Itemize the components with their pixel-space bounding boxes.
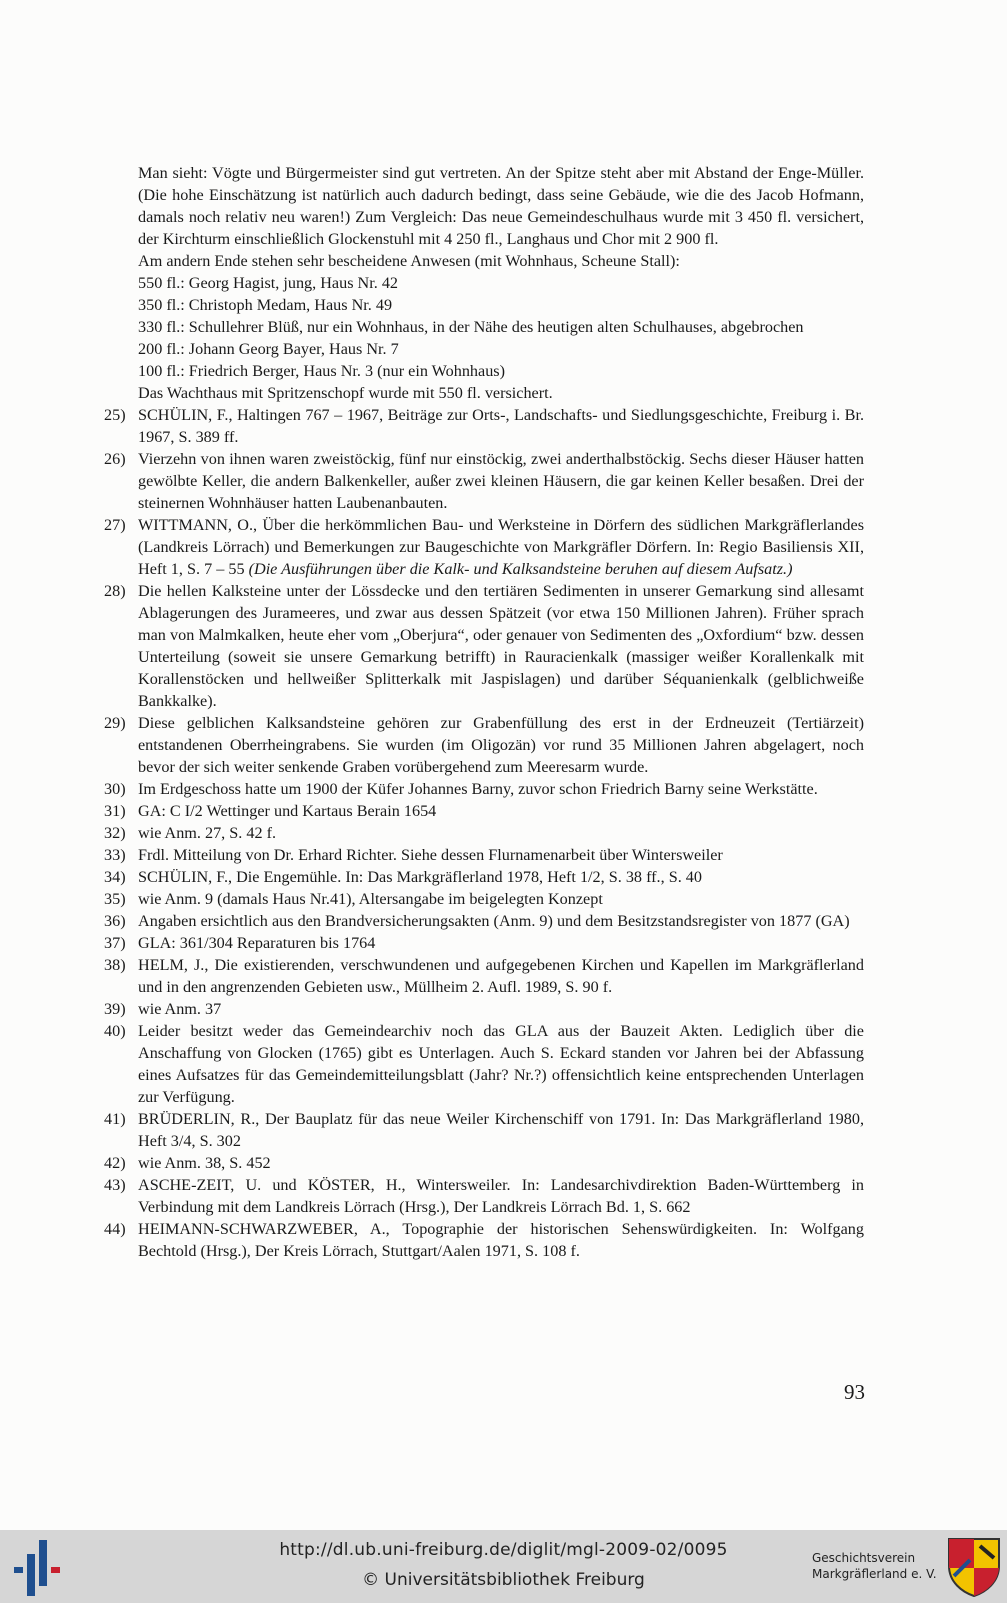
footnote-number: 33) (104, 846, 126, 864)
footnote (104, 1152, 864, 1174)
footnote-text: Angaben ersichtlich aus den Brandversicherungsakten (Anm. 9) und dem Besitzstandsregister von 1877 (GA) (138, 912, 850, 930)
footnote-number: 28) (104, 582, 126, 600)
footnote-italic-text: (Die Ausführungen über die Kalk- und Kalksandsteine beruhen auf diesem Aufsatz.) (248, 560, 793, 578)
page-number: 93 (844, 1380, 865, 1404)
footnote (104, 1020, 864, 1108)
footnote-number: 37) (104, 934, 126, 952)
footnote-text: wie Anm. 27, S. 42 f. (138, 824, 277, 842)
society-name-line1: Geschichtsverein (812, 1551, 916, 1565)
intro-line: 350 fl.: Christoph Medam, Haus Nr. 49 (138, 296, 393, 314)
footnote (104, 1108, 864, 1152)
footnote-text: wie Anm. 37 (138, 1000, 222, 1018)
footnote-number: 38) (104, 956, 126, 974)
intro-paragraph: Man sieht: Vögte und Bürgermeister sind gut vertreten. An der Spitze steht aber mit Abstand der Enge-Müller. (Die hohe Einschätzung ist natürlich auch dadurch bedingt, dass seine Gebäude, wie die des Jacob Hofmann, damals noch relativ neu waren!) Zum Vergleich: Das neue Gemeindeschulhaus wurde mit 3 450 fl. versichert, der Kirchturm einschließlich Glockenstuhl mit 4 250 fl., Langhaus und Chor mit 2 900 fl. (138, 164, 864, 248)
footnote-number: 43) (104, 1176, 126, 1194)
footnote-text: Diese gelblichen Kalksandsteine gehören zur Grabenfüllung des erst in der Erdneuzeit (Tertiärzeit) entstandenen Oberrheingrabens. Sie wurden (im Oligozän) vor rund 35 Millionen Jahren abgelagert, noch bevor der sich weiter senkende Graben vorübergehend zum Meeresarm wurde. (138, 714, 864, 776)
footnote-number: 32) (104, 824, 126, 842)
footnote-text: wie Anm. 38, S. 452 (138, 1154, 271, 1172)
intro-line: Am andern Ende stehen sehr bescheidene Anwesen (mit Wohnhaus, Scheune Stall): (138, 252, 680, 270)
footnote-text: Im Erdgeschoss hatte um 1900 der Küfer Johannes Barny, zuvor schon Friedrich Barny seine Werkstätte. (138, 780, 818, 798)
footnote (104, 712, 864, 778)
footnote-number: 30) (104, 780, 126, 798)
footnote (104, 888, 864, 910)
footnote-text: HELM, J., Die existierenden, verschwundenen und aufgegebenen Kirchen und Kapellen im Markgräflerland und in den angrenzenden Gebieten usw., Müllheim 2. Aufl. 1989, S. 90 f. (138, 956, 864, 996)
footnote (104, 404, 864, 448)
footnote (104, 998, 864, 1020)
footnote-text: HEIMANN-SCHWARZWEBER, A., Topographie der historischen Sehenswürdigkeiten. In: Wolfgang Bechtold (Hrsg.), Der Kreis Lörrach, Stuttgart/Aalen 1971, S. 108 f. (138, 1220, 864, 1260)
footnote-text: SCHÜLIN, F., Die Engemühle. In: Das Markgräflerland 1978, Heft 1/2, S. 38 ff., S. 40 (138, 868, 702, 886)
footnote-text: SCHÜLIN, F., Haltingen 767 – 1967, Beiträge zur Orts-, Landschafts- und Siedlungsgeschichte, Freiburg i. Br. 1967, S. 389 ff. (138, 406, 864, 446)
footnote (104, 1174, 864, 1218)
footnote-text: Leider besitzt weder das Gemeindearchiv noch das GLA aus der Bauzeit Akten. Lediglich über die Anschaffung von Glocken (1765) gibt es Unterlagen. Auch S. Eckard standen vor Jahren bei der Abfassung eines Aufsatzes für das Gemeindemitteilungsblatt (Jahr? Nr.?) offensichtlich keine entsprechenden Unterlagen zur Verfügung. (138, 1022, 864, 1106)
footnote-text: ASCHE-ZEIT, U. und KÖSTER, H., Wintersweiler. In: Landesarchivdirektion Baden-Württemberg in Verbindung mit dem Landkreis Lörrach (Hrsg.), Der Landkreis Lörrach Bd. 1, S. 662 (138, 1176, 864, 1216)
footer-url-link[interactable]: http://dl.ub.uni-freiburg.de/diglit/mgl-2009-02/0095 (279, 1540, 728, 1560)
footnote-number: 31) (104, 802, 126, 820)
intro-line: 330 fl.: Schullehrer Blüß, nur ein Wohnhaus, in der Nähe des heutigen alten Schulhauses, abgebrochen (138, 318, 804, 336)
footnote-number: 27) (104, 516, 126, 534)
footer-bar (0, 1530, 1007, 1603)
intro-line: Das Wachthaus mit Spritzenschopf wurde mit 550 fl. versichert. (138, 384, 553, 402)
footnote-text: BRÜDERLIN, R., Der Bauplatz für das neue Weiler Kirchenschiff von 1791. In: Das Markgräflerland 1980, Heft 3/4, S. 302 (138, 1110, 864, 1150)
footnote-number: 29) (104, 714, 126, 732)
footnote-number: 36) (104, 912, 126, 930)
footnote (104, 514, 864, 580)
footnote-text: GA: C I/2 Wettinger und Kartaus Berain 1654 (138, 802, 437, 820)
footnote-text: Frdl. Mitteilung von Dr. Erhard Richter. Siehe dessen Flurnamenarbeit über Wintersweiler (138, 846, 723, 864)
footnote (104, 800, 864, 822)
intro-line: 100 fl.: Friedrich Berger, Haus Nr. 3 (nur ein Wohnhaus) (138, 362, 505, 380)
footnote (104, 866, 864, 888)
society-name (812, 1550, 942, 1582)
intro-line: 550 fl.: Georg Hagist, jung, Haus Nr. 42 (138, 274, 399, 292)
intro-line: 200 fl.: Johann Georg Bayer, Haus Nr. 7 (138, 340, 399, 358)
footnote (104, 932, 864, 954)
footnote (104, 1218, 864, 1262)
footnote-text: wie Anm. 9 (damals Haus Nr.41), Altersangabe im beigelegten Konzept (138, 890, 603, 908)
footnote-number: 26) (104, 450, 126, 468)
footer-copyright: © Universitätsbibliothek Freiburg (362, 1570, 645, 1590)
footnote-text: Vierzehn von ihnen waren zweistöckig, fünf nur einstöckig, zwei anderthalbstöckig. Sechs dieser Häuser hatten gewölbte Keller, die andern Balkenkeller, außer zwei kleinen Häusern, die gar keinen Keller besaßen. Drei der steinernen Wohnhäuser hatten Laubenanbauten. (138, 450, 864, 512)
footnote-number: 40) (104, 1022, 126, 1040)
footnote (104, 822, 864, 844)
society-crest-icon (946, 1536, 1002, 1598)
footnote (104, 910, 864, 932)
footnote-number: 44) (104, 1220, 126, 1238)
footnote (104, 448, 864, 514)
footnote (104, 778, 864, 800)
footnote-number: 41) (104, 1110, 126, 1128)
footnote (104, 580, 864, 712)
footnote-text: GLA: 361/304 Reparaturen bis 1764 (138, 934, 376, 952)
footnote-number: 42) (104, 1154, 126, 1172)
footnote-body (138, 514, 864, 580)
footnote-text: WITTMANN, O., Über die herkömmlichen Bau- und Werksteine in Dörfern des südlichen Markgräflerlandes (Landkreis Lörrach) und Bemerkungen zur Baugeschichte von Markgräfler Dörfern. In: Regio Basiliensis XII, Heft 1, S. 7 – 55 (138, 516, 864, 578)
footnote-number: 39) (104, 1000, 126, 1018)
footnote-number: 35) (104, 890, 126, 908)
footnote-text: Die hellen Kalksteine unter der Lössdecke und den tertiären Sedimenten in unserer Gemarkung sind allesamt Ablagerungen des Jurameeres, und zwar aus dessen Spätzeit (vor etwa 150 Millionen Jahren). Früher sprach man von Malmkalken, heute eher vom „Oberjura“, oder genauer von Sedimenten des „Oxfordium“ bzw. dessen Unterteilung (soweit sie unsere Gemarkung betrifft) in Rauracienkalk (massiger weißer Korallenkalk mit Korallenstöcken und hellweißer Splitterkalk mit Jaspislagen) und darüber Séquanienkalk (gelblichweiße Bankkalke). (138, 582, 864, 710)
footnote-number: 25) (104, 406, 126, 424)
footnote (104, 954, 864, 998)
footnote (104, 844, 864, 866)
society-name-line2: Markgräflerland e. V. (812, 1567, 937, 1581)
document-body (104, 162, 864, 1262)
footnote-number: 34) (104, 868, 126, 886)
